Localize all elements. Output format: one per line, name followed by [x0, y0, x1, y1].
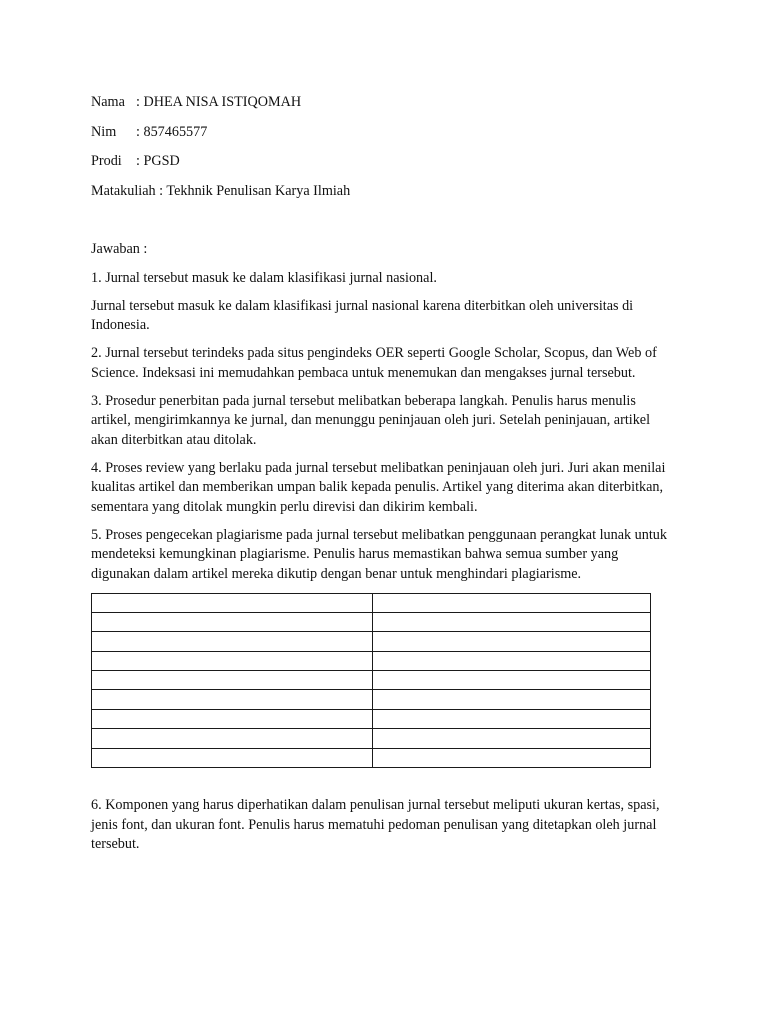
table-cell [92, 709, 373, 728]
table-row [92, 729, 651, 748]
nama-row [91, 93, 691, 123]
table-cell [373, 690, 651, 709]
answer-2: 2. Jurnal tersebut terindeks pada situs pengindeks OER seperti Google Scholar, Scopus, dan Web of Science. Indeksasi ini memudahkan pembaca untuk menemukan dan mengakses jurnal tersebut. [91, 345, 657, 381]
table-row [92, 632, 651, 651]
nama-label: Nama [91, 94, 125, 110]
answer-3: 3. Prosedur penerbitan pada jurnal tersebut melibatkan beberapa langkah. Penulis harus menulis artikel, mengirimkannya ke jurnal, dan menunggu peninjauan oleh juri. Setelah peninjauan, artikel akan diterbitkan atau ditolak. [91, 392, 651, 448]
table-cell [373, 729, 651, 748]
answer-4: 4. Proses review yang berlaku pada jurnal tersebut melibatkan peninjauan oleh juri. Juri akan menilai kualitas artikel dan memberikan umpan balik kepada penulis. Artikel yang diterima akan diterbitkan, sementara yang ditolak mungkin perlu direvisi dan dikirim kembali. [91, 459, 666, 515]
table-cell [373, 709, 651, 728]
answer-1-detail: Jurnal tersebut masuk ke dalam klasifikasi jurnal nasional karena diterbitkan oleh universitas di Indonesia. [91, 297, 634, 333]
nama-value: : DHEA NISA ISTIQOMAH [136, 94, 302, 110]
table-cell [92, 690, 373, 709]
nim-label: Nim [91, 123, 117, 140]
empty-table-body [92, 593, 651, 768]
table-row [92, 671, 651, 690]
nim-row [91, 123, 691, 153]
prodi-value: : PGSD [136, 153, 180, 169]
table-cell [373, 632, 651, 651]
section-spacer [91, 211, 691, 240]
matakuliah-row [91, 182, 691, 212]
table-cell [373, 651, 651, 670]
table-cell [92, 748, 373, 767]
table-row [92, 748, 651, 767]
prodi-row [91, 152, 691, 182]
table-cell [373, 748, 651, 767]
table-row [92, 690, 651, 709]
table-cell [373, 612, 651, 631]
table-cell [92, 729, 373, 748]
answer-5: 5. Proses pengecekan plagiarisme pada jurnal tersebut melibatkan penggunaan perangkat lunak untuk mendeteksi kemungkinan plagiarisme. Penulis harus memastikan bahwa semua sumber yang digunakan dalam artikel mereka dikutip dengan benar untuk menghindari plagiarisme. [91, 526, 667, 582]
table-cell [92, 651, 373, 670]
table-row [92, 612, 651, 631]
table-cell [92, 632, 373, 651]
empty-table-wrapper [91, 593, 651, 769]
table-row [92, 651, 651, 670]
document-page [91, 93, 691, 863]
matakuliah-value: : Tekhnik Penulisan Karya Ilmiah [159, 182, 351, 199]
table-row [92, 593, 651, 612]
table-cell [373, 671, 651, 690]
prodi-label: Prodi [91, 153, 122, 169]
answer-6: 6. Komponen yang harus diperhatikan dalam penulisan jurnal tersebut meliputi ukuran kertas, spasi, jenis font, dan ukuran font. Penulis harus mematuhi pedoman penulisan yang ditetapkan oleh jurnal tersebut. [91, 797, 660, 853]
table-cell [373, 593, 651, 612]
answers-heading: Jawaban : [91, 241, 148, 257]
empty-table [91, 593, 651, 769]
nim-value: : 857465577 [136, 123, 208, 140]
matakuliah-label: Matakuliah [91, 182, 156, 199]
table-row [92, 709, 651, 728]
table-cell [92, 593, 373, 612]
answer-1: 1. Jurnal tersebut masuk ke dalam klasifikasi jurnal nasional. [91, 269, 437, 286]
table-cell [92, 671, 373, 690]
table-cell [92, 612, 373, 631]
